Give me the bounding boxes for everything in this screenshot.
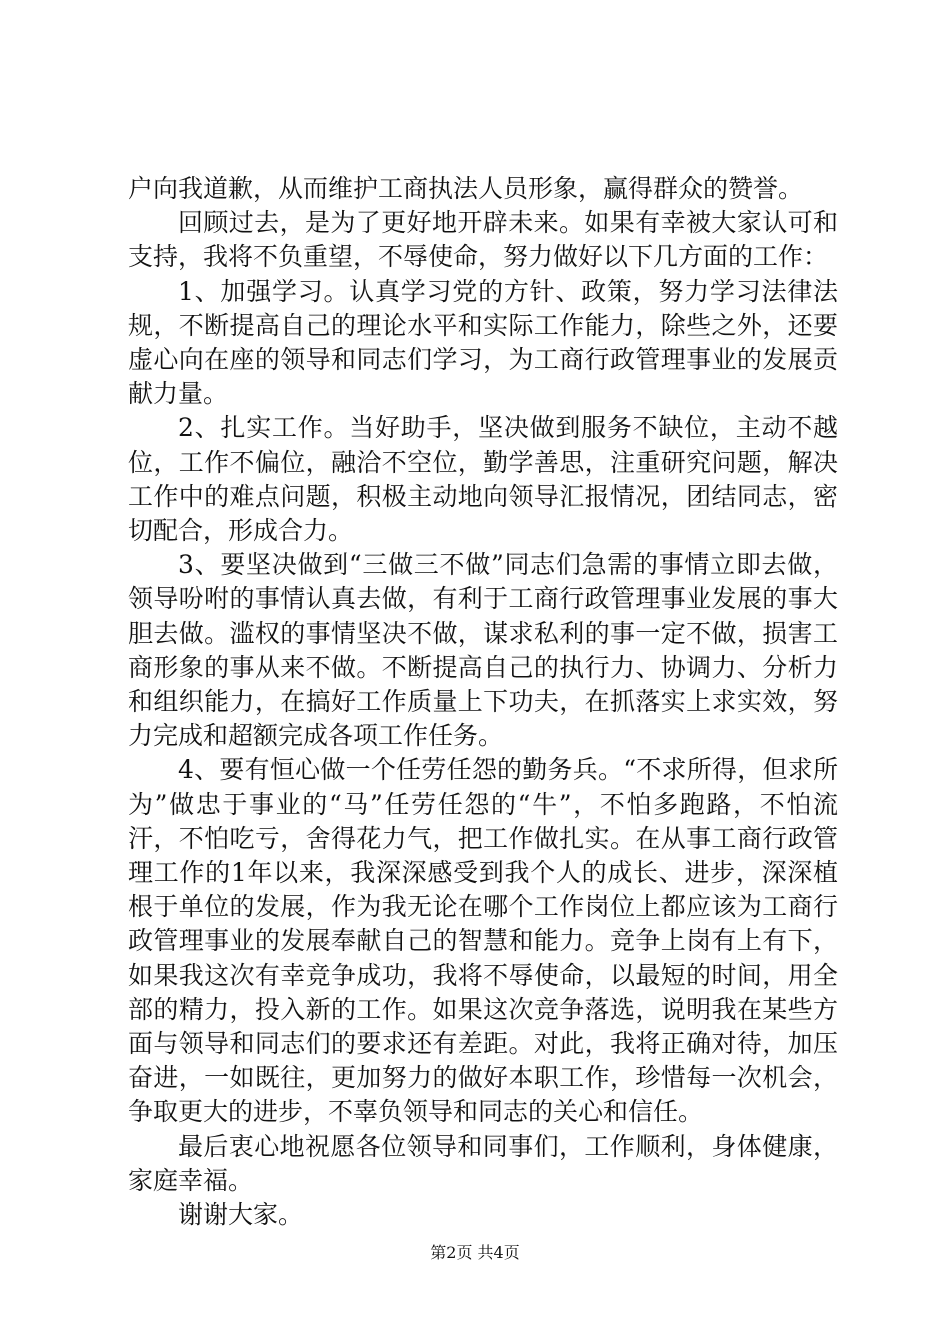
paragraph-item-2-work: 2、扎实工作。当好助手，坚决做到服务不缺位，主动不越位，工作不偏位，融洽不空位，勤学善思，注重研究问题，解决工作中的难点问题，积极主动地向领导汇报情况，团结同志，密切配合，形成合力。 bbox=[128, 413, 838, 546]
paragraph-thanks: 谢谢大家。 bbox=[178, 1200, 304, 1230]
paragraph-closing-wishes: 最后衷心地祝愿各位领导和同事们，工作顺利，身体健康，家庭幸福。 bbox=[128, 1131, 838, 1195]
page-number-footer: 第2页 共4页 bbox=[430, 1243, 520, 1262]
paragraph-review-intro: 回顾过去，是为了更好地开辟未来。如果有幸被大家认可和支持，我将不负重望，不辱使命，努力做好以下几方面的工作： bbox=[128, 208, 838, 272]
paragraph-item-4-dedication: 4、要有恒心做一个任劳任怨的勤务兵。“不求所得，但求所为”做忠于事业的“马”任劳任怨的“牛”，不怕多跑路，不怕流汗，不怕吃亏，舍得花力气，把工作做扎实。在从事工商行政管理工作的1年以来，我深深感受到我个人的成长、进步，深深植根于单位的发展，作为我无论在哪个工作岗位上都应该为工商行政管理事业的发展奉献自己的智慧和能力。竞争上岗有上有下，如果我这次有幸竞争成功，我将不辱使命，以最短的时间，用全部的精力，投入新的工作。如果这次竞争落选，说明我在某些方面与领导和同志们的要求还有差距。对此，我将正确对待，加压奋进，一如既往，更加努力的做好本职工作，珍惜每一次机会，争取更大的进步，不辜负领导和同志的关心和信任。 bbox=[128, 755, 838, 1127]
paragraph-item-1-study: 1、加强学习。认真学习党的方针、政策，努力学习法律法规，不断提高自己的理论水平和实际工作能力，除些之外，还要虚心向在座的领导和同志们学习，为工商行政管理事业的发展贡献力量。 bbox=[128, 276, 838, 409]
paragraph-continuation: 户向我道歉，从而维护工商执法人员形象，赢得群众的赞誉。 bbox=[128, 174, 804, 203]
document-body bbox=[128, 172, 838, 1232]
paragraph-item-3-principles: 3、要坚决做到“三做三不做”同志们急需的事情立即去做，领导吩咐的事情认真去做，有利于工商行政管理事业发展的事大胆去做。滥权的事情坚决不做，谋求私利的事一定不做，损害工商形象的事从来不做。不断提高自己的执行力、协调力、分析力和组织能力，在搞好工作质量上下功夫，在抓落实上求实效，努力完成和超额完成各项工作任务。 bbox=[128, 550, 838, 751]
